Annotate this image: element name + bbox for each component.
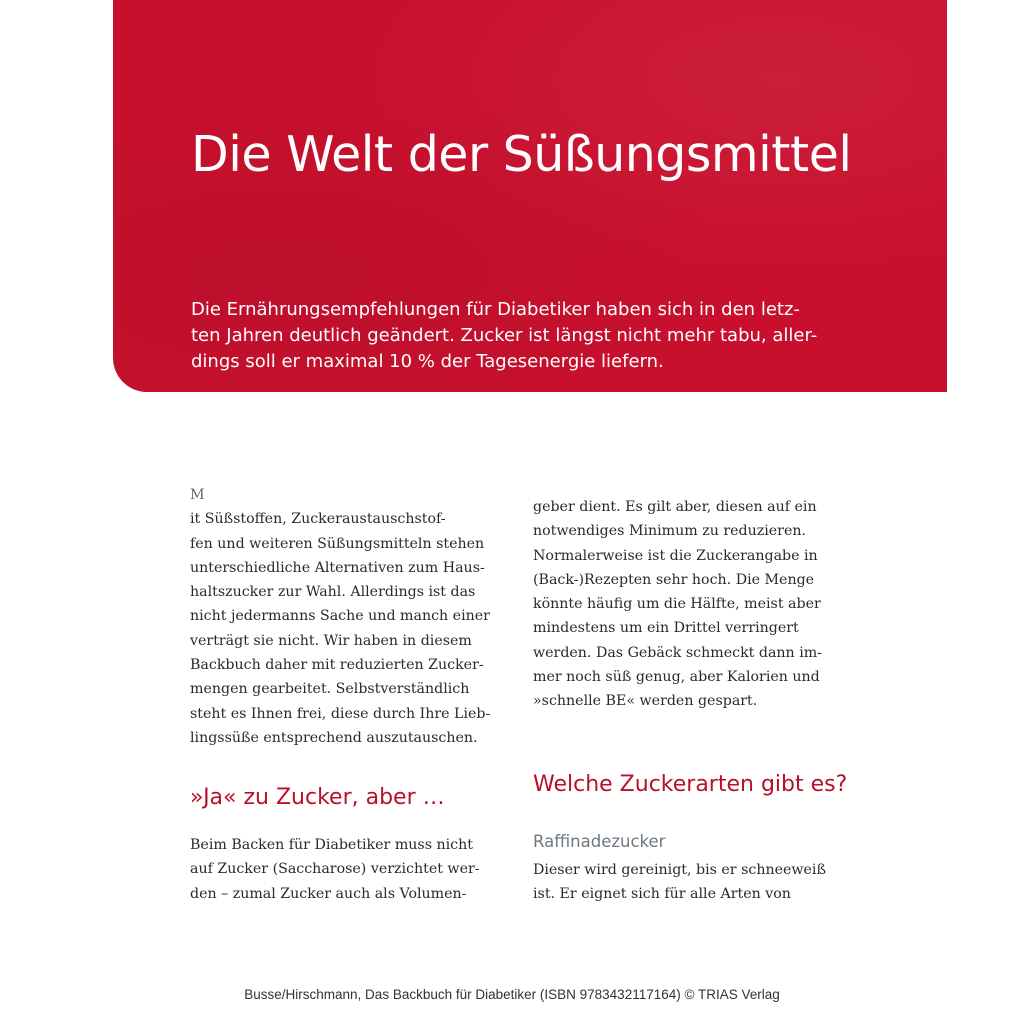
text-line: geber dient. Es gilt aber, diesen auf ein xyxy=(533,499,817,515)
subheading-raffinadezucker: Raffinadezucker xyxy=(533,832,666,851)
text-line: ist. Er eignet sich für alle Arten von xyxy=(533,886,791,903)
footer-credit: Busse/Hirschmann, Das Backbuch für Diabetiker (ISBN 9783432117164) © TRIAS Verlag xyxy=(244,987,780,1002)
text-line: fen und weiteren Süßungsmitteln stehen xyxy=(190,535,485,552)
text-line: it Süßstoffen, Zuckeraustauschstof- xyxy=(190,511,446,528)
page-title: Die Welt der Süßungsmittel xyxy=(191,126,852,183)
text-line: Dieser wird gereinigt, bis er schneeweiß xyxy=(533,862,826,878)
section-ja-body xyxy=(190,833,530,906)
hero-intro xyxy=(191,297,891,375)
text-line: werden. Das Gebäck schmeckt dann im- xyxy=(533,644,822,661)
intro-paragraph xyxy=(190,483,530,750)
text-line: mindestens um ein Drittel verringert xyxy=(533,620,799,637)
text-line: »schnelle BE« werden gespart. xyxy=(533,693,758,710)
intro-first-line xyxy=(190,483,530,532)
section-heading-zuckerarten: Welche Zuckerarten gibt es? xyxy=(533,772,848,797)
section-zuckerarten-body xyxy=(533,858,873,907)
text-line: mer noch süß genug, aber Kalorien und xyxy=(533,669,820,686)
hero-intro-line: dings soll er maximal 10 % der Tagesenergie liefern. xyxy=(191,351,664,372)
drop-cap: M xyxy=(190,487,205,503)
hero-intro-line: Die Ernährungsempfehlungen für Diabetiker haben sich in den letz- xyxy=(191,299,800,320)
text-line: lingssüße entsprechend auszutauschen. xyxy=(190,729,478,746)
text-line: Backbuch daher mit reduzierten Zucker- xyxy=(190,657,484,674)
text-line: Normalerweise ist die Zuckerangabe in xyxy=(533,547,818,564)
section-heading-ja: »Ja« zu Zucker, aber … xyxy=(190,785,445,810)
text-line: könnte häufig um die Hälfte, meist aber xyxy=(533,596,821,613)
text-line: steht es Ihnen frei, diese durch Ihre Lieb- xyxy=(190,705,491,722)
text-line: unterschiedliche Alternativen zum Haus- xyxy=(190,559,485,576)
right-column-body xyxy=(533,495,873,714)
text-line: (Back-)Rezepten sehr hoch. Die Menge xyxy=(533,571,815,588)
text-line: den – zumal Zucker auch als Volumen- xyxy=(190,885,467,902)
hero-banner xyxy=(113,0,947,392)
hero-intro-line: ten Jahren deutlich geändert. Zucker ist längst nicht mehr tabu, aller- xyxy=(191,325,818,346)
text-line: haltszucker zur Wahl. Allerdings ist das xyxy=(190,584,476,601)
text-line: auf Zucker (Saccharose) verzichtet wer- xyxy=(190,861,480,878)
text-line: nicht jedermanns Sache und manch einer xyxy=(190,608,490,625)
text-line: notwendiges Minimum zu reduzieren. xyxy=(533,523,806,540)
text-line: Beim Backen für Diabetiker muss nicht xyxy=(190,837,473,853)
text-line: mengen gearbeitet. Selbstverständlich xyxy=(190,681,470,698)
text-line: verträgt sie nicht. Wir haben in diesem xyxy=(190,632,472,649)
